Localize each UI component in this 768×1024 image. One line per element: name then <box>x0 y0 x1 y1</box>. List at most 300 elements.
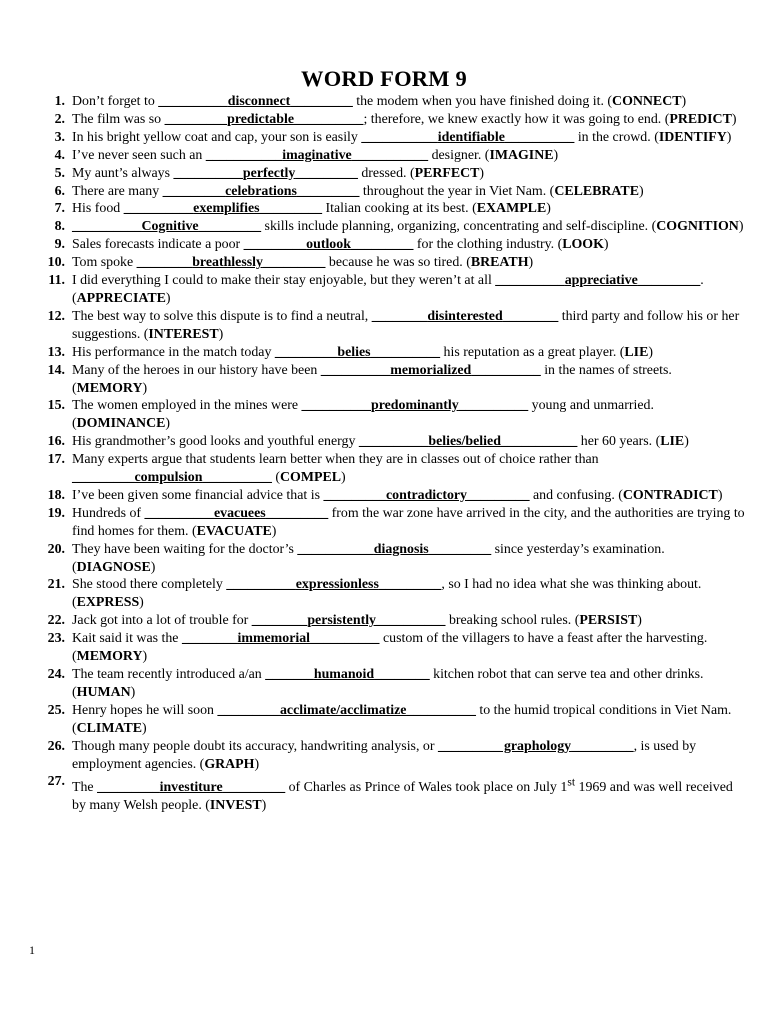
answer-blank <box>359 434 577 449</box>
blank-lead: __________ <box>358 434 429 450</box>
blank-lead: _________ <box>97 780 160 796</box>
item-number: 5. <box>54 165 65 181</box>
blank-trail: _________ <box>222 780 286 796</box>
answer-blank <box>372 309 559 324</box>
exercise-item <box>36 702 748 738</box>
sentence-start: I’ve never seen such an <box>72 147 206 163</box>
answer-word: evacuees <box>213 505 266 521</box>
item-number: 3. <box>54 129 65 145</box>
sentence-end: in the names of streets. ( <box>72 362 672 396</box>
answer-blank <box>265 667 429 682</box>
item-text <box>72 631 707 664</box>
sentence-start: The <box>72 780 98 796</box>
sentence-end: custom of the villagers to have a feast after the harvesting. ( <box>72 631 708 665</box>
blank-lead: ________ <box>136 255 193 271</box>
blank-lead: _______ <box>265 667 314 682</box>
answer-blank <box>206 148 428 163</box>
exercise-item <box>36 397 748 433</box>
exercise-item <box>36 183 748 201</box>
sentence-start: The women employed in the mines were <box>72 398 302 414</box>
root-word: MEMORY <box>76 380 143 396</box>
exercise-item <box>36 505 748 541</box>
sentence-end: young and unmarried. ( <box>72 398 654 432</box>
answer-blank <box>72 219 261 234</box>
worksheet-title: WORD FORM 9 <box>301 66 467 91</box>
closing-paren: ) <box>165 290 171 306</box>
answer-blank <box>438 739 634 754</box>
sentence-start: The best way to solve this dispute is to find a neutral, <box>72 308 372 324</box>
item-number: 23. <box>47 631 65 647</box>
closing-paren: ) <box>684 434 689 450</box>
answer-word: humanoid <box>313 667 375 682</box>
answer-word: memorialized <box>390 362 472 378</box>
sentence-start: I did everything I could to make their stay enjoyable, but they weren’t at all <box>72 273 496 289</box>
blank-lead: __________ <box>320 362 391 378</box>
sentence-start: Sales forecasts indicate a poor <box>72 237 244 253</box>
closing-paren: ) <box>130 684 136 700</box>
answer-blank <box>297 542 491 557</box>
closing-paren: ) <box>479 165 485 181</box>
answer-word: Cognitive <box>141 219 199 235</box>
sentence-end: . ( <box>72 273 704 306</box>
closing-paren: ) <box>254 756 260 772</box>
blank-lead: ___________ <box>205 147 283 163</box>
answer-word: predominantly <box>370 398 459 414</box>
blank-lead: __________ <box>495 273 565 289</box>
blank-lead: _________ <box>162 183 226 199</box>
exercise-item <box>36 666 748 702</box>
sentence-end: , is used by employment agencies. ( <box>72 738 697 772</box>
root-word: IMAGINE <box>489 147 554 163</box>
sentence-end: designer. ( <box>428 147 490 163</box>
exercise-item <box>36 344 748 362</box>
item-text <box>72 112 737 127</box>
item-text <box>72 166 484 181</box>
item-text <box>72 506 745 539</box>
answer-word: disinterested <box>427 308 503 324</box>
sentence-start: Kait said it was the <box>72 631 182 647</box>
exercise-item <box>36 272 748 308</box>
closing-paren: ) <box>726 129 732 145</box>
item-number: 11. <box>48 273 65 289</box>
blank-lead: ________ <box>251 613 308 629</box>
blank-trail: _________ <box>467 487 530 503</box>
blank-lead: _________ <box>323 487 386 503</box>
answer-blank <box>244 237 414 252</box>
closing-paren: ) <box>546 201 551 217</box>
answer-blank <box>495 273 700 288</box>
answer-word: acclimate/acclimatize <box>279 702 407 718</box>
closing-paren: ) <box>648 344 653 360</box>
closing-paren: ) <box>528 255 534 271</box>
item-text <box>72 703 731 736</box>
sentence-end: breaking school rules. ( <box>445 613 580 629</box>
blank-trail: _________ <box>428 541 492 557</box>
closing-paren: ) <box>738 219 744 235</box>
root-word: IDENTIFY <box>658 129 727 145</box>
blank-trail: _________ <box>259 201 323 217</box>
answer-blank <box>361 130 574 145</box>
item-text <box>72 237 609 252</box>
answer-word: perfectly <box>242 165 296 181</box>
blank-lead: ___________ <box>361 129 438 145</box>
sentence-start: His grandmother’s good looks and youthful energy <box>72 434 359 450</box>
answer-blank <box>252 613 446 628</box>
answer-blank <box>145 506 329 521</box>
item-number: 6. <box>54 183 65 199</box>
root-word: BREATH <box>470 255 529 271</box>
item-number: 2. <box>54 111 65 127</box>
answer-word: compulsion <box>134 470 203 486</box>
closing-paren: ) <box>717 487 723 503</box>
blank-trail: __________ <box>471 362 541 378</box>
blank-trail: __________ <box>294 111 364 127</box>
answer-blank <box>173 166 357 181</box>
answer-blank <box>302 398 529 413</box>
blank-lead: __________ <box>72 219 142 235</box>
blank-lead: _________ <box>274 344 338 360</box>
blank-lead: ________ <box>371 308 428 324</box>
sentence-start: Though many people doubt its accuracy, handwriting analysis, or <box>72 738 438 754</box>
root-word: PERFECT <box>414 165 480 181</box>
root-word: CONNECT <box>612 94 682 109</box>
blank-trail: ________ <box>502 308 559 324</box>
answer-word: celebrations <box>225 183 297 199</box>
sentence-start: The team recently introduced a/an <box>72 667 266 682</box>
item-text <box>72 219 743 234</box>
blank-trail: _________ <box>198 219 262 235</box>
answer-blank <box>97 780 285 795</box>
exercise-item <box>36 630 748 666</box>
closing-paren: ) <box>731 111 737 127</box>
sentence-start: I’ve been given some financial advice that is <box>72 487 324 503</box>
ordinal-suffix: st <box>567 775 576 789</box>
sentence-end: to the humid tropical conditions in Viet Nam. ( <box>72 702 732 736</box>
root-word: COMPEL <box>280 470 341 486</box>
answer-blank <box>163 184 360 199</box>
sentence-start: In his bright yellow coat and cap, your son is easily <box>72 129 362 145</box>
answer-word: identifiable <box>437 129 505 145</box>
sentence-end: since yesterday’s examination. ( <box>72 541 665 575</box>
item-text <box>72 434 689 449</box>
answer-blank <box>124 201 322 216</box>
sentence-end: , so I had no idea what she was thinking about. ( <box>72 577 702 611</box>
answer-blank <box>158 94 352 109</box>
exercise-item <box>36 487 748 505</box>
sentence-end: for the clothing industry. ( <box>413 237 563 253</box>
item-number: 8. <box>54 219 65 235</box>
blank-lead: __________ <box>144 505 214 521</box>
exercise-item <box>36 200 748 218</box>
exercise-item <box>36 165 748 183</box>
root-word: PERSIST <box>579 613 638 629</box>
item-number: 15. <box>47 398 65 414</box>
item-number: 19. <box>47 505 65 521</box>
exercise-item <box>36 738 748 774</box>
answer-word: graphology <box>500 738 572 754</box>
sentence-end: his reputation as a great player. ( <box>440 344 625 360</box>
blank-lead: _________ <box>217 702 280 718</box>
sentence-start: Henry hopes he will soon <box>72 702 218 718</box>
blank-trail: _________ <box>262 255 326 271</box>
closing-paren: ) <box>218 326 224 342</box>
blank-trail: __________ <box>376 613 446 629</box>
exercise-item <box>36 433 748 451</box>
exercise-item <box>36 254 748 272</box>
answer-word: expressionless <box>295 577 379 593</box>
sentence-end: third party and follow his or her suggestions. ( <box>72 308 740 342</box>
item-text <box>72 488 722 503</box>
blank-trail: _________ <box>296 183 360 199</box>
item-text <box>72 255 533 270</box>
sentence-start: His performance in the match today <box>72 344 275 360</box>
closing-paren: ) <box>603 237 609 253</box>
sentence-end: in the crowd. ( <box>574 129 659 145</box>
answer-word: persistently <box>307 613 377 629</box>
item-text <box>72 201 551 216</box>
exercise-item <box>36 541 748 577</box>
blank-lead: __________ <box>226 577 296 593</box>
closing-paren: ) <box>553 147 559 163</box>
exercise-item <box>36 129 748 147</box>
closing-paren: ) <box>340 470 346 486</box>
item-text <box>72 775 733 813</box>
root-word: MEMORY <box>76 649 143 665</box>
sentence-start: There are many <box>72 183 163 199</box>
item-text <box>72 398 654 431</box>
item-text <box>72 273 704 306</box>
blank-lead: _________ <box>243 237 307 253</box>
blank-lead: __________ <box>301 398 371 414</box>
root-word: LOOK <box>562 237 604 253</box>
answer-word: belies <box>337 344 371 360</box>
closing-paren: ) <box>142 649 148 665</box>
answer-blank <box>72 470 272 485</box>
blank-trail: __________ <box>504 129 575 145</box>
closing-paren: ) <box>142 380 148 396</box>
exercise-item <box>36 451 748 487</box>
item-text <box>72 184 644 199</box>
item-text <box>72 452 599 485</box>
blank-trail: _________ <box>290 94 353 109</box>
sentence-start: Many experts argue that students learn better when they are in classes out of choice rather than <box>72 452 599 468</box>
answer-blank <box>323 488 529 503</box>
answer-blank <box>165 112 364 127</box>
blank-trail: ___________ <box>351 147 429 163</box>
sentence-end: because he was so tired. ( <box>325 255 471 271</box>
answer-word: exemplifies <box>193 201 260 217</box>
item-number: 20. <box>47 541 65 557</box>
blank-lead: _________ <box>437 738 501 754</box>
sentence-start: My aunt’s always <box>72 165 174 181</box>
sentence-end: kitchen robot that can serve tea and other drinks. ( <box>72 667 704 700</box>
blank-lead: __________ <box>123 201 194 217</box>
blank-lead: __________ <box>173 165 243 181</box>
answer-word: appreciative <box>564 273 638 289</box>
item-number: 7. <box>54 201 65 217</box>
item-number: 13. <box>47 344 65 360</box>
exercise-item <box>36 147 748 165</box>
root-word: INTEREST <box>148 326 219 342</box>
blank-lead: _________ <box>72 470 135 486</box>
answer-word: immemorial <box>237 631 311 647</box>
item-text <box>72 130 731 145</box>
blank-trail: __________ <box>202 470 272 486</box>
item-number: 4. <box>54 147 65 163</box>
closing-paren: ) <box>637 613 642 629</box>
answer-blank <box>137 255 326 270</box>
sentence-end: ; therefore, we knew exactly how it was going to end. ( <box>363 111 670 127</box>
item-number: 14. <box>47 362 65 378</box>
sentence-start: The film was so <box>72 111 165 127</box>
blank-trail: ___________ <box>500 434 578 450</box>
root-word: INVEST <box>209 797 262 813</box>
page-number: 1 <box>29 943 35 957</box>
sentence-end: of Charles as Prince of Wales took place on July 1 <box>285 780 568 796</box>
answer-word: predictable <box>227 111 294 127</box>
item-text <box>72 345 653 360</box>
closing-paren: ) <box>141 720 147 736</box>
sentence-start: Jack got into a lot of trouble for <box>72 613 252 629</box>
sentence-start: She stood there completely <box>72 577 227 593</box>
answer-word: belies/belied <box>428 434 501 450</box>
sentence-end: Italian cooking at its best. ( <box>322 201 477 217</box>
blank-trail: ________ <box>374 667 430 682</box>
item-number: 25. <box>47 702 65 718</box>
sentence-end-cont: 1969 and was well received by many Welsh people. ( <box>72 780 733 813</box>
blank-trail: __________ <box>406 702 476 718</box>
item-number: 26. <box>47 738 65 754</box>
blank-lead: __________ <box>158 94 228 109</box>
item-number: 27. <box>47 774 65 790</box>
answer-word: outlook <box>306 237 351 253</box>
answer-blank <box>321 363 541 378</box>
exercise-item <box>36 308 748 344</box>
blank-trail: _________ <box>265 505 329 521</box>
blank-trail: _________ <box>571 738 634 754</box>
item-number: 10. <box>47 255 65 271</box>
item-number: 16. <box>47 434 65 450</box>
item-number: 9. <box>54 237 65 253</box>
root-word: DOMINANCE <box>76 416 166 432</box>
sentence-end: skills include planning, organizing, concentrating and self-discipline. ( <box>261 219 657 235</box>
item-text <box>72 667 704 700</box>
exercise-item <box>36 576 748 612</box>
answer-blank <box>275 345 440 360</box>
exercise-item <box>36 773 748 814</box>
sentence-end: from the war zone have arrived in the city, and the authorities are trying to find homes for them. ( <box>72 505 745 539</box>
blank-trail: _________ <box>637 273 701 289</box>
root-word: PREDICT <box>669 111 732 127</box>
item-text <box>72 542 665 575</box>
answer-word: investiture <box>159 780 223 796</box>
blank-trail: __________ <box>370 344 441 360</box>
item-text <box>72 148 558 163</box>
sentence-end: the modem when you have finished doing it. ( <box>352 94 613 109</box>
item-number: 12. <box>47 308 65 324</box>
item-text <box>72 309 739 342</box>
exercise-item <box>36 362 748 398</box>
sentence-start: Many of the heroes in our history have been <box>72 362 321 378</box>
root-word: GRAPH <box>204 756 255 772</box>
root-word: EXPRESS <box>76 595 140 611</box>
sentence-end: her 60 years. ( <box>577 434 661 450</box>
sentence-end: ( <box>271 470 281 486</box>
blank-lead: ___________ <box>297 541 374 557</box>
answer-word: disconnect <box>227 94 291 109</box>
blank-trail: __________ <box>458 398 529 414</box>
closing-paren: ) <box>271 523 277 539</box>
sentence-start: They have been waiting for the doctor’s <box>72 541 298 557</box>
answer-word: breathlessly <box>192 255 263 271</box>
exercise-item <box>36 236 748 254</box>
blank-trail: _________ <box>295 165 358 181</box>
root-word: LIE <box>624 344 649 360</box>
blank-lead: ________ <box>181 631 238 647</box>
exercise-item <box>36 93 748 111</box>
closing-paren: ) <box>165 416 171 432</box>
answer-word: diagnosis <box>373 541 429 557</box>
sentence-start: Hundreds of <box>72 505 145 521</box>
closing-paren: ) <box>139 595 144 611</box>
root-word: LIE <box>660 434 685 450</box>
blank-trail: _________ <box>350 237 414 253</box>
item-text <box>72 739 696 772</box>
closing-paren: ) <box>638 183 644 199</box>
sentence-start: Don’t forget to <box>72 94 159 109</box>
item-text <box>72 363 672 396</box>
exercise-item <box>36 111 748 129</box>
item-text <box>72 94 686 109</box>
item-number: 21. <box>47 577 65 593</box>
blank-trail: _________ <box>378 577 442 593</box>
root-word: HUMAN <box>76 684 131 700</box>
closing-paren: ) <box>150 559 156 575</box>
closing-paren: ) <box>261 797 267 813</box>
item-number: 18. <box>47 487 65 503</box>
item-number: 1. <box>54 94 65 109</box>
item-number: 22. <box>47 613 65 629</box>
sentence-start: His food <box>72 201 124 217</box>
sentence-end: and confusing. ( <box>529 487 623 503</box>
exercise-list <box>36 93 748 815</box>
root-word: APPRECIATE <box>76 290 166 306</box>
root-word: DIAGNOSE <box>76 559 151 575</box>
item-text <box>72 613 642 628</box>
blank-trail: __________ <box>310 631 380 647</box>
answer-word: contradictory <box>386 487 468 503</box>
sentence-start: Tom spoke <box>72 255 137 271</box>
closing-paren: ) <box>681 94 687 109</box>
exercise-item <box>36 612 748 630</box>
root-word: EXAMPLE <box>476 201 547 217</box>
answer-blank <box>217 703 475 718</box>
answer-word: imaginative <box>282 147 352 163</box>
root-word: EVACUATE <box>196 523 272 539</box>
sentence-end: dressed. ( <box>357 165 415 181</box>
blank-lead: _________ <box>164 111 228 127</box>
sentence-end: throughout the year in Viet Nam. ( <box>359 183 555 199</box>
root-word: CLIMATE <box>76 720 142 736</box>
exercise-item <box>36 218 748 236</box>
answer-blank <box>182 631 380 646</box>
root-word: CONTRADICT <box>622 487 718 503</box>
item-number: 17. <box>47 452 65 468</box>
item-text <box>72 577 701 610</box>
root-word: CELEBRATE <box>554 183 639 199</box>
item-number: 24. <box>47 667 65 682</box>
answer-blank <box>226 577 441 592</box>
